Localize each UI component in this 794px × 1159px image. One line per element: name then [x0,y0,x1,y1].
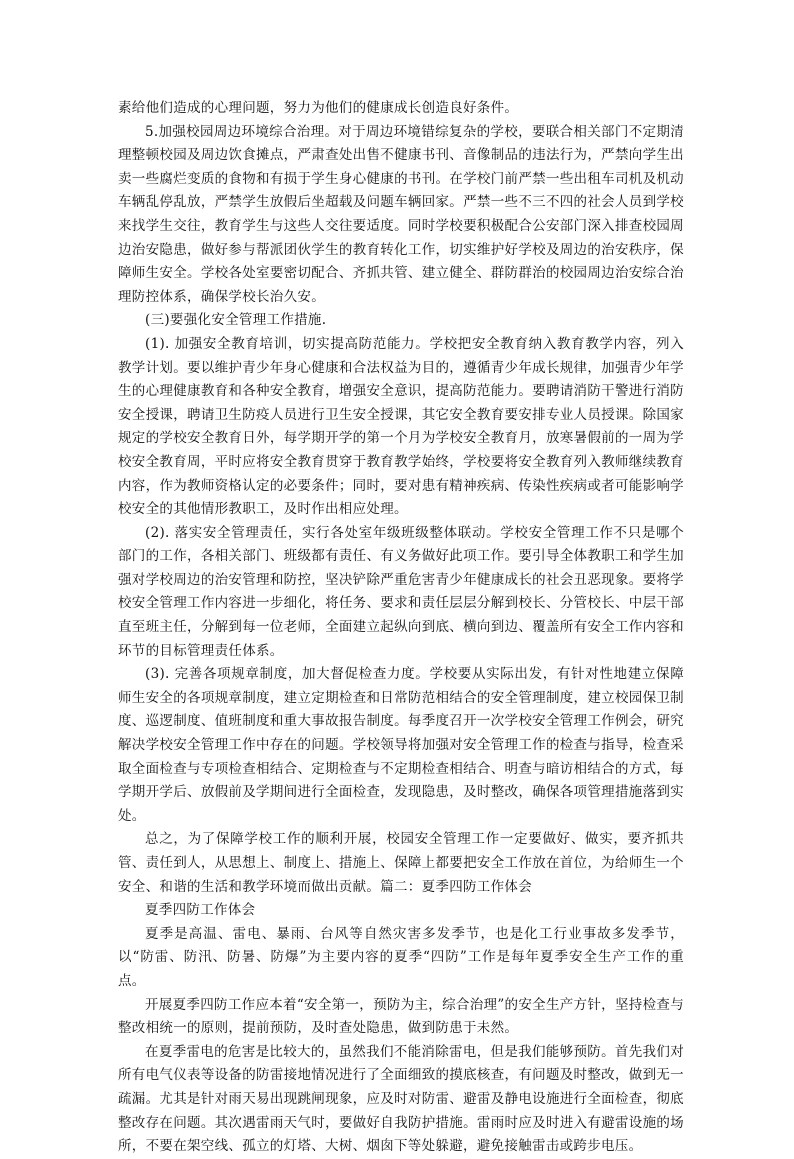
section-title-summer-four-prevention: 夏季四防工作体会 [145,902,256,919]
paragraph-safety-policy: 开展夏季四防工作应本着“安全第一，预防为主，综合治理”的安全生产方针，坚持检查与整改相统一的原则，提前预防，及时查处隐患，做到防患于未然。 [118,996,684,1037]
paragraph-safety-education: (1). 加强安全教育培训，切实提高防范能力。学校把安全教育纳入教育教学内容，列入教学计划。要以维护青少年身心健康和合法权益为目的，遵循青少年成长规律，加强青少年学生的心理健康教育和各种安全教育，增强安全意识，提高防范能力。要聘请消防干警进行消防安全授课，聘请卫生防疫人员进行卫生安全授课，其它安全教育要安排专业人员授课。除国家规定的学校安全教育日外，每学期开学的第一个月为学校安全教育月，放寒暑假前的一周为学校安全教育周，平时应将安全教育贯穿于教育教学始终，学校要将安全教育列入教师继续教育内容，作为教师资格认定的必要条件；同时，要对患有精神疾病、传染性疾病或者可能影响学校安全的其他情形教职工，及时作出相应处理。 [118,335,684,518]
paragraph-safety-responsibility: (2). 落实安全管理责任，实行各处室年级班级整体联动。学校安全管理工作不只是哪个部门的工作，各相关部门、班级都有责任、有义务做好此项工作。要引导全体教职工和学生加强对学校周边的治安管理和防控，坚决铲除严重危害青少年健康成长的社会丑恶现象。要将学校安全管理工作内容进一步细化，将任务、要求和责任层层分解到校长、分管校长、中层干部直至班主任，分解到每一位老师，全面建立起纵向到底、横向到边、覆盖所有安全工作内容和环节的目标管理责任体系。 [118,524,684,659]
paragraph-intro-continuation: 素给他们造成的心理问题，努力为他们的健康成长创造良好条件。 [118,100,519,116]
paragraph-lightning-prevention: 在夏季雷电的危害是比较大的，虽然我们不能消除雷电，但是我们能够预防。首先我们对所有电气仪表等设备的防雷接地情况进行了全面细致的摸底核查，有问题及时整改，做到无一疏漏。尤其是针对雨天易出现跳闸现象，应及时对防雷、避雷及静电设施进行全面检查，彻底整改存在问题。其次遇雷雨天气时，要做好自我防护措施。雷雨时应及时进入有避雷设施的场所，不要在架空线、孤立的灯塔、大树、烟囱下等处躲避，避免接触雷击或跨步电压。 [118,1043,684,1155]
paragraph-summer-intro: 夏季是高温、雷电、暴雨、台风等自然灾害多发季节，也是化工行业事故多发季节，以“防雷、防汛、防暑、防爆”为主要内容的夏季“四防”工作是每年夏季安全生产工作的重点。 [118,925,684,989]
paragraph-conclusion: 总之，为了保障学校工作的顺利开展，校园安全管理工作一定要做好、做实，要齐抓共管、责任到人，从思想上、制度上、措施上、保障上都要把安全工作放在首位，为给师生一个安全、和谐的生活和教学环境而做出贡献。篇二：夏季四防工作体会 [118,831,684,895]
section-heading-safety-measures: (三)要强化安全管理工作措施. [145,312,327,329]
paragraph-surrounding-environment: 5.加强校园周边环境综合治理。对于周边环境错综复杂的学校，要联合相关部门不定期清理整顿校园及周边饮食摊点，严肃查处出售不健康书刊、音像制品的违法行为，严禁向学生出卖一些腐烂变质的食物和有损于学生身心健康的书刊。在学校门前严禁一些出租车司机及机动车辆乱停乱放，严禁学生放假后坐超载及问题车辆回家。严禁一些不三不四的社会人员到学校来找学生交往，教育学生与这些人交往要适度。同时学校要积极配合公安部门深入排查校园周边治安隐患，做好参与帮派团伙学生的教育转化工作，切实维护好学校及周边的治安秩序，保障师生安全。学校各处室要密切配合、齐抓共管、建立健全、群防群治的校园周边治安综合治理防控体系，确保学校长治久安。 [118,123,684,305]
paragraph-rules-inspection: (3). 完善各项规章制度，加大督促检查力度。学校要从实际出发，有针对性地建立保障师生安全的各项规章制度，建立定期检查和日常防范相结合的安全管理制度，建立校园保卫制度、巡逻制度、值班制度和重大事故报告制度。每季度召开一次学校安全管理工作例会，研究解决学校安全管理工作中存在的问题。学校领导将加强对安全管理工作的检查与指导，检查采取全面检查与专项检查相结合、定期检查与不定期检查相结合、明查与暗访相结合的方式，每学期开学后、放假前及学期间进行全面检查，发现隐患，及时整改，确保各项管理措施落到实处。 [118,666,684,824]
document-page [118,97,684,1159]
